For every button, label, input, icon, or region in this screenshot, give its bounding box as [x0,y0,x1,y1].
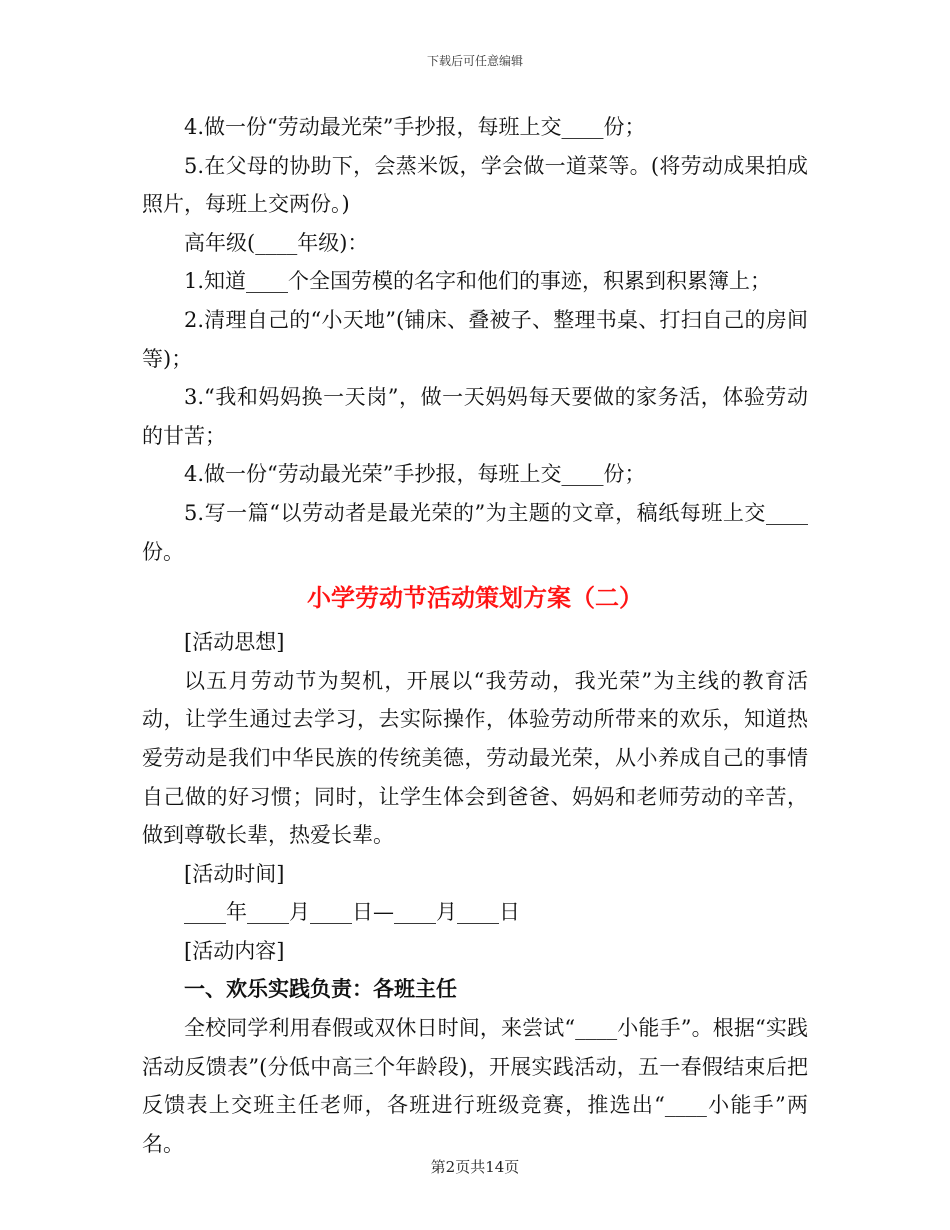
item-heading: 一、欢乐实践负责：各班主任 [184,977,457,1002]
list-item: 4.做一份“劳动最光荣”手抄报，每班上交____份； [184,462,646,487]
idea-heading: [活动思想] [184,630,285,655]
section-title: 小学劳动节活动策划方案（二） [307,584,643,613]
page-header-note: 下载后可任意编辑 [426,54,523,68]
time-heading: [活动时间] [184,861,285,886]
list-item: 3.“我和妈妈换一天岗”，做一天妈妈每天要做的家务活，体验劳动的甘苦； [142,385,808,448]
content-heading: [活动内容] [184,938,285,963]
grade-heading: 高年级(____年级)： [184,230,369,255]
list-item: 2.清理自己的“小天地”(铺床、叠被子、整理书桌、打扫自己的房间等)； [142,307,808,371]
time-paragraph: ____年____月____日—____月____日 [184,900,520,925]
document-body [142,108,808,1163]
item-paragraph: 全校同学利用春假或双休日时间，来尝试“____小能手”。根据“实践活动反馈表”(分低中高三个年龄段)，开展实践活动，五一春假结束后把反馈表上交班主任老师，各班进行班级竞赛，推选出“____小能手”两名。 [142,1016,808,1156]
page-footer: 第2页共14页 [430,1158,520,1176]
list-item: 1.知道____个全国劳模的名字和他们的事迹，积累到积累簿上； [184,269,772,294]
list-item: 5.写一篇“以劳动者是最光荣的”为主题的文章，稿纸每班上交____份。 [142,500,808,564]
list-item: 5.在父母的协助下，会蒸米饭，学会做一道菜等。(将劳动成果拍成照片，每班上交两份。) [142,153,808,217]
idea-paragraph: 以五月劳动节为契机，开展以“我劳动，我光荣”为主线的教育活动，让学生通过去学习，去实际操作，体验劳动所带来的欢乐，知道热爱劳动是我们中华民族的传统美德，劳动最光荣，从小养成自己的事情自己做的好习惯；同时，让学生体会到爸爸、妈妈和老师劳动的辛苦，做到尊敬长辈，热爱长辈。 [142,668,808,848]
list-item: 4.做一份“劳动最光荣”手抄报，每班上交____份； [184,115,646,139]
